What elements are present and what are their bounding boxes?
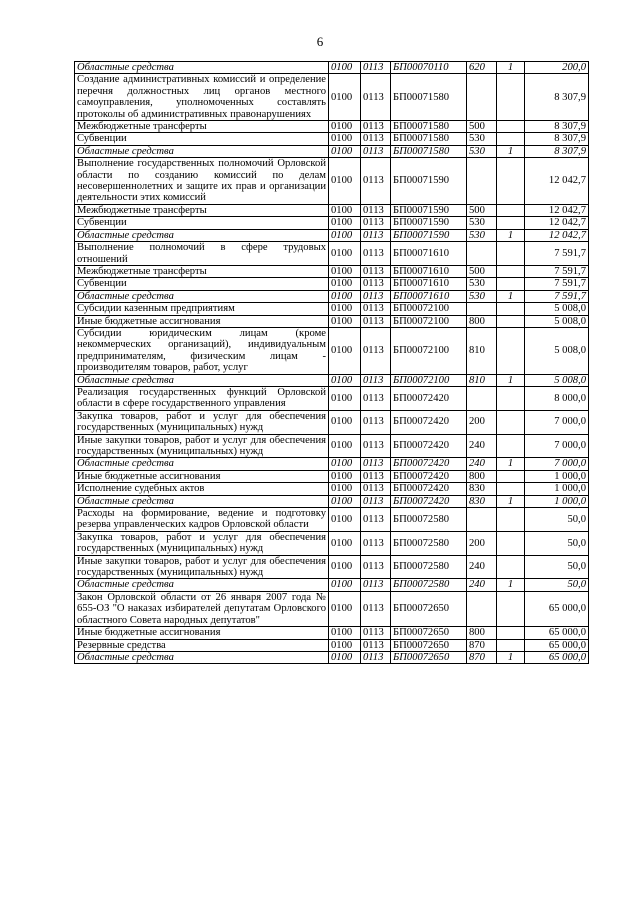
row-subsection-code: 0113 <box>361 639 391 651</box>
row-target-code: БП00071580 <box>391 145 467 157</box>
row-amount: 7 000,0 <box>525 434 589 458</box>
row-amount: 12 042,7 <box>525 217 589 229</box>
row-target-code: БП00072100 <box>391 315 467 327</box>
row-funding-source <box>497 74 525 121</box>
row-target-code: БП00071590 <box>391 158 467 205</box>
row-name: Межбюджетные трансферты <box>75 204 329 216</box>
row-funding-source <box>497 639 525 651</box>
row-target-code: БП00072420 <box>391 410 467 434</box>
row-subsection-code: 0113 <box>361 495 391 507</box>
row-expense-type: 500 <box>467 265 497 277</box>
row-amount: 8 307,9 <box>525 145 589 157</box>
table-row <box>75 229 589 241</box>
table-row <box>75 133 589 145</box>
table-row <box>75 374 589 386</box>
row-funding-source <box>497 483 525 495</box>
table-row <box>75 74 589 121</box>
row-amount: 7 000,0 <box>525 410 589 434</box>
row-target-code: БП00071610 <box>391 265 467 277</box>
row-subsection-code: 0113 <box>361 458 391 470</box>
row-name: Межбюджетные трансферты <box>75 121 329 133</box>
row-amount: 5 008,0 <box>525 374 589 386</box>
row-funding-source <box>497 327 525 374</box>
row-name: Выполнение полномочий в сфере трудовых отношений <box>75 242 329 266</box>
row-section-code: 0100 <box>329 410 361 434</box>
row-subsection-code: 0113 <box>361 483 391 495</box>
row-section-code: 0100 <box>329 374 361 386</box>
row-section-code: 0100 <box>329 315 361 327</box>
row-funding-source <box>497 315 525 327</box>
row-subsection-code: 0113 <box>361 133 391 145</box>
row-amount: 50,0 <box>525 555 589 579</box>
row-expense-type: 240 <box>467 458 497 470</box>
row-subsection-code: 0113 <box>361 290 391 302</box>
row-target-code: БП00072420 <box>391 470 467 482</box>
row-subsection-code: 0113 <box>361 204 391 216</box>
row-expense-type: 530 <box>467 229 497 241</box>
row-target-code: БП00072580 <box>391 531 467 555</box>
row-name: Иные закупки товаров, работ и услуг для обеспечения государственных (муниципальных) нужд <box>75 434 329 458</box>
row-funding-source: 1 <box>497 579 525 591</box>
row-name: Областные средства <box>75 374 329 386</box>
row-name: Создание административных комиссий и определение перечня должностных лиц органов местного самоуправления, уполномоченных составлять протоколы об административных правонарушениях <box>75 74 329 121</box>
row-expense-type: 500 <box>467 121 497 133</box>
row-name: Субсидии юридическим лицам (кроме некоммерческих организаций), индивидуальным предпринимателям, физическим лицам - производителям товаров, работ, услуг <box>75 327 329 374</box>
row-section-code: 0100 <box>329 217 361 229</box>
row-expense-type <box>467 158 497 205</box>
row-expense-type: 500 <box>467 204 497 216</box>
row-target-code: БП00071590 <box>391 204 467 216</box>
row-name: Выполнение государственных полномочий Орловской области по созданию комиссий по делам несовершеннолетних и защите их прав и организации деятельности этих комиссий <box>75 158 329 205</box>
row-expense-type <box>467 303 497 315</box>
row-amount: 1 000,0 <box>525 495 589 507</box>
row-subsection-code: 0113 <box>361 508 391 532</box>
row-name: Межбюджетные трансферты <box>75 265 329 277</box>
row-section-code: 0100 <box>329 579 361 591</box>
row-target-code: БП00071590 <box>391 217 467 229</box>
row-amount: 7 591,7 <box>525 265 589 277</box>
table-row <box>75 651 589 663</box>
row-target-code: БП00072580 <box>391 508 467 532</box>
row-funding-source <box>497 508 525 532</box>
row-funding-source <box>497 303 525 315</box>
row-subsection-code: 0113 <box>361 434 391 458</box>
row-section-code: 0100 <box>329 74 361 121</box>
budget-table <box>74 61 589 664</box>
row-name: Закупка товаров, работ и услуг для обеспечения государственных (муниципальных) нужд <box>75 531 329 555</box>
row-funding-source: 1 <box>497 145 525 157</box>
table-row <box>75 483 589 495</box>
row-target-code: БП00071590 <box>391 229 467 241</box>
row-funding-source <box>497 555 525 579</box>
row-funding-source <box>497 591 525 626</box>
row-section-code: 0100 <box>329 121 361 133</box>
row-section-code: 0100 <box>329 133 361 145</box>
row-subsection-code: 0113 <box>361 651 391 663</box>
row-section-code: 0100 <box>329 303 361 315</box>
row-expense-type <box>467 386 497 410</box>
row-subsection-code: 0113 <box>361 62 391 74</box>
row-expense-type: 240 <box>467 579 497 591</box>
row-amount: 50,0 <box>525 531 589 555</box>
row-name: Закупка товаров, работ и услуг для обеспечения государственных (муниципальных) нужд <box>75 410 329 434</box>
table-row <box>75 579 589 591</box>
row-target-code: БП00072650 <box>391 639 467 651</box>
row-name: Областные средства <box>75 458 329 470</box>
row-amount: 50,0 <box>525 579 589 591</box>
row-subsection-code: 0113 <box>361 591 391 626</box>
row-name: Субвенции <box>75 278 329 290</box>
row-name: Субвенции <box>75 133 329 145</box>
row-expense-type: 620 <box>467 62 497 74</box>
row-subsection-code: 0113 <box>361 410 391 434</box>
row-subsection-code: 0113 <box>361 531 391 555</box>
row-section-code: 0100 <box>329 627 361 639</box>
row-expense-type <box>467 74 497 121</box>
table-row <box>75 470 589 482</box>
table-row <box>75 434 589 458</box>
row-name: Субсидии казенным предприятиям <box>75 303 329 315</box>
row-target-code: БП00071610 <box>391 290 467 302</box>
row-name: Областные средства <box>75 495 329 507</box>
row-section-code: 0100 <box>329 229 361 241</box>
row-subsection-code: 0113 <box>361 579 391 591</box>
row-subsection-code: 0113 <box>361 386 391 410</box>
row-expense-type: 830 <box>467 483 497 495</box>
row-target-code: БП00072100 <box>391 303 467 315</box>
row-name: Иные закупки товаров, работ и услуг для обеспечения государственных (муниципальных) нужд <box>75 555 329 579</box>
row-amount: 65 000,0 <box>525 591 589 626</box>
row-expense-type: 810 <box>467 374 497 386</box>
row-amount: 12 042,7 <box>525 229 589 241</box>
row-amount: 12 042,7 <box>525 204 589 216</box>
row-target-code: БП00071580 <box>391 121 467 133</box>
row-expense-type: 240 <box>467 555 497 579</box>
row-funding-source: 1 <box>497 495 525 507</box>
row-funding-source: 1 <box>497 458 525 470</box>
row-amount: 50,0 <box>525 508 589 532</box>
row-funding-source <box>497 531 525 555</box>
row-target-code: БП00070110 <box>391 62 467 74</box>
row-section-code: 0100 <box>329 158 361 205</box>
table-row <box>75 217 589 229</box>
row-name: Иные бюджетные ассигнования <box>75 470 329 482</box>
row-name: Областные средства <box>75 62 329 74</box>
row-subsection-code: 0113 <box>361 242 391 266</box>
row-expense-type: 240 <box>467 434 497 458</box>
row-amount: 5 008,0 <box>525 303 589 315</box>
row-amount: 1 000,0 <box>525 470 589 482</box>
table-row <box>75 639 589 651</box>
row-name: Расходы на формирование, ведение и подготовку резерва управленческих кадров Орловской области <box>75 508 329 532</box>
row-name: Исполнение судебных актов <box>75 483 329 495</box>
row-expense-type: 530 <box>467 290 497 302</box>
table-row <box>75 495 589 507</box>
row-target-code: БП00072650 <box>391 627 467 639</box>
row-target-code: БП00072420 <box>391 386 467 410</box>
row-subsection-code: 0113 <box>361 374 391 386</box>
row-funding-source <box>497 133 525 145</box>
row-amount: 8 307,9 <box>525 74 589 121</box>
row-expense-type: 530 <box>467 145 497 157</box>
row-amount: 65 000,0 <box>525 651 589 663</box>
row-expense-type: 870 <box>467 639 497 651</box>
row-section-code: 0100 <box>329 483 361 495</box>
row-name: Иные бюджетные ассигнования <box>75 627 329 639</box>
row-target-code: БП00072420 <box>391 458 467 470</box>
row-funding-source: 1 <box>497 374 525 386</box>
row-amount: 8 000,0 <box>525 386 589 410</box>
row-subsection-code: 0113 <box>361 627 391 639</box>
row-name: Реализация государственных функций Орловской области в сфере государственного управления <box>75 386 329 410</box>
table-row <box>75 145 589 157</box>
row-funding-source <box>497 627 525 639</box>
row-funding-source <box>497 217 525 229</box>
row-funding-source <box>497 434 525 458</box>
row-section-code: 0100 <box>329 386 361 410</box>
row-amount: 1 000,0 <box>525 483 589 495</box>
row-expense-type <box>467 591 497 626</box>
row-amount: 65 000,0 <box>525 627 589 639</box>
table-row <box>75 531 589 555</box>
row-amount: 65 000,0 <box>525 639 589 651</box>
table-row <box>75 303 589 315</box>
row-expense-type: 800 <box>467 315 497 327</box>
row-amount: 12 042,7 <box>525 158 589 205</box>
row-expense-type: 530 <box>467 278 497 290</box>
row-expense-type: 800 <box>467 627 497 639</box>
table-row <box>75 62 589 74</box>
table-row <box>75 627 589 639</box>
row-expense-type: 810 <box>467 327 497 374</box>
table-body <box>75 62 589 664</box>
row-section-code: 0100 <box>329 204 361 216</box>
table-row <box>75 278 589 290</box>
table-row <box>75 290 589 302</box>
row-section-code: 0100 <box>329 531 361 555</box>
row-funding-source: 1 <box>497 290 525 302</box>
table-row <box>75 327 589 374</box>
row-target-code: БП00071580 <box>391 74 467 121</box>
row-section-code: 0100 <box>329 639 361 651</box>
row-subsection-code: 0113 <box>361 278 391 290</box>
table-row <box>75 204 589 216</box>
row-section-code: 0100 <box>329 145 361 157</box>
row-funding-source <box>497 278 525 290</box>
table-row <box>75 555 589 579</box>
row-subsection-code: 0113 <box>361 327 391 374</box>
row-section-code: 0100 <box>329 278 361 290</box>
row-subsection-code: 0113 <box>361 555 391 579</box>
row-funding-source <box>497 121 525 133</box>
row-target-code: БП00072580 <box>391 579 467 591</box>
table-row <box>75 508 589 532</box>
row-subsection-code: 0113 <box>361 303 391 315</box>
row-section-code: 0100 <box>329 508 361 532</box>
row-amount: 5 008,0 <box>525 315 589 327</box>
row-amount: 200,0 <box>525 62 589 74</box>
row-target-code: БП00071580 <box>391 133 467 145</box>
table-row <box>75 410 589 434</box>
table-row <box>75 315 589 327</box>
row-name: Областные средства <box>75 229 329 241</box>
row-expense-type: 530 <box>467 133 497 145</box>
row-funding-source <box>497 204 525 216</box>
row-subsection-code: 0113 <box>361 217 391 229</box>
row-subsection-code: 0113 <box>361 145 391 157</box>
row-subsection-code: 0113 <box>361 470 391 482</box>
row-target-code: БП00071610 <box>391 278 467 290</box>
row-amount: 5 008,0 <box>525 327 589 374</box>
row-name: Иные бюджетные ассигнования <box>75 315 329 327</box>
row-target-code: БП00071610 <box>391 242 467 266</box>
row-section-code: 0100 <box>329 434 361 458</box>
row-section-code: 0100 <box>329 651 361 663</box>
row-name: Субвенции <box>75 217 329 229</box>
row-funding-source <box>497 410 525 434</box>
row-target-code: БП00072100 <box>391 374 467 386</box>
row-section-code: 0100 <box>329 265 361 277</box>
row-expense-type: 800 <box>467 470 497 482</box>
row-target-code: БП00072420 <box>391 434 467 458</box>
row-target-code: БП00072420 <box>391 483 467 495</box>
row-funding-source: 1 <box>497 651 525 663</box>
row-section-code: 0100 <box>329 470 361 482</box>
row-expense-type <box>467 508 497 532</box>
row-target-code: БП00072420 <box>391 495 467 507</box>
row-funding-source: 1 <box>497 229 525 241</box>
row-funding-source <box>497 242 525 266</box>
row-target-code: БП00072100 <box>391 327 467 374</box>
row-subsection-code: 0113 <box>361 74 391 121</box>
row-funding-source <box>497 265 525 277</box>
row-subsection-code: 0113 <box>361 265 391 277</box>
row-section-code: 0100 <box>329 290 361 302</box>
table-row <box>75 386 589 410</box>
row-section-code: 0100 <box>329 62 361 74</box>
row-section-code: 0100 <box>329 555 361 579</box>
row-amount: 8 307,9 <box>525 133 589 145</box>
row-name: Резервные средства <box>75 639 329 651</box>
row-target-code: БП00072650 <box>391 591 467 626</box>
row-amount: 8 307,9 <box>525 121 589 133</box>
row-subsection-code: 0113 <box>361 158 391 205</box>
table-row <box>75 591 589 626</box>
row-subsection-code: 0113 <box>361 315 391 327</box>
row-funding-source: 1 <box>497 62 525 74</box>
row-amount: 7 000,0 <box>525 458 589 470</box>
row-funding-source <box>497 158 525 205</box>
row-target-code: БП00072650 <box>391 651 467 663</box>
table-row <box>75 158 589 205</box>
row-funding-source <box>497 470 525 482</box>
row-amount: 7 591,7 <box>525 242 589 266</box>
row-amount: 7 591,7 <box>525 290 589 302</box>
row-expense-type: 870 <box>467 651 497 663</box>
row-name: Закон Орловской области от 26 января 2007 года № 655-ОЗ "О наказах избирателей депутатам Орловского областного Совета народных депутатов" <box>75 591 329 626</box>
row-target-code: БП00072580 <box>391 555 467 579</box>
row-subsection-code: 0113 <box>361 121 391 133</box>
row-name: Областные средства <box>75 651 329 663</box>
row-subsection-code: 0113 <box>361 229 391 241</box>
row-section-code: 0100 <box>329 242 361 266</box>
row-section-code: 0100 <box>329 327 361 374</box>
table-row <box>75 242 589 266</box>
table-row <box>75 121 589 133</box>
row-name: Областные средства <box>75 145 329 157</box>
row-expense-type: 830 <box>467 495 497 507</box>
row-name: Областные средства <box>75 290 329 302</box>
row-name: Областные средства <box>75 579 329 591</box>
row-expense-type: 200 <box>467 410 497 434</box>
row-funding-source <box>497 386 525 410</box>
row-expense-type: 200 <box>467 531 497 555</box>
row-expense-type: 530 <box>467 217 497 229</box>
row-section-code: 0100 <box>329 458 361 470</box>
table-row <box>75 458 589 470</box>
row-amount: 7 591,7 <box>525 278 589 290</box>
row-section-code: 0100 <box>329 591 361 626</box>
page-number: 6 <box>316 34 324 49</box>
row-expense-type <box>467 242 497 266</box>
row-section-code: 0100 <box>329 495 361 507</box>
table-row <box>75 265 589 277</box>
